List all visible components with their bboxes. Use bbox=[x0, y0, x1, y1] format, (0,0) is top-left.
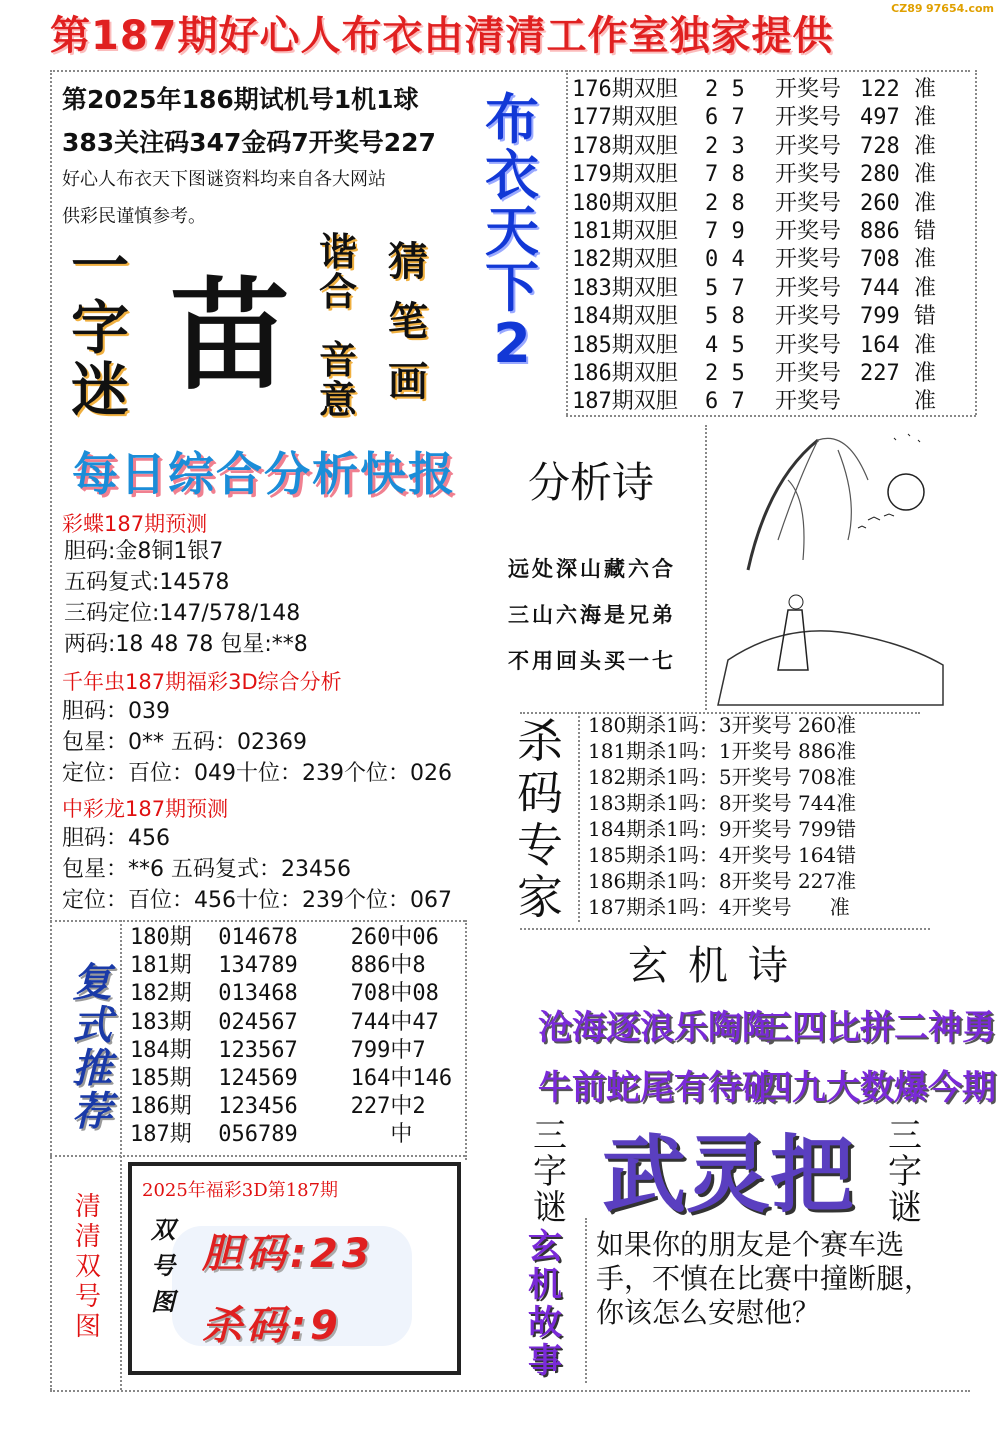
history-label: 开奖号 bbox=[775, 332, 842, 358]
history-num: 708 bbox=[860, 247, 900, 273]
section-1-heading: 彩蝶187期预测 bbox=[62, 512, 208, 536]
section-2-line: 胆码：039 bbox=[62, 699, 170, 724]
history-result: 准 bbox=[914, 389, 937, 415]
story-label-char: 玄 bbox=[528, 1227, 562, 1267]
fushi-label-char: 复 bbox=[72, 960, 112, 1006]
qingqing-label bbox=[68, 1192, 108, 1342]
xuanji-line-1b: 三四比拼二神勇 bbox=[758, 1008, 996, 1048]
poem-line: 三山六海是兄弟 bbox=[508, 603, 676, 627]
history-period: 179期双胆 bbox=[572, 162, 678, 188]
qingqing-picture bbox=[128, 1162, 461, 1375]
history-result: 准 bbox=[914, 361, 937, 387]
history-pair: 2 5 bbox=[705, 77, 745, 102]
history-num: 280 bbox=[860, 162, 900, 188]
brand-char: 衣 bbox=[485, 144, 539, 207]
history-period: 181期双胆 bbox=[572, 219, 678, 245]
riddle-hint-char: 合 bbox=[318, 270, 357, 314]
daily-report-title: 每日综合分析快报 bbox=[72, 447, 456, 501]
kill-label-char: 专 bbox=[517, 818, 563, 872]
xuanji-line-2a: 牛前蛇尾有待破 bbox=[538, 1068, 776, 1108]
history-pair: 5 8 bbox=[705, 304, 745, 330]
history-row bbox=[572, 76, 944, 104]
riddle-big-char: 苗 bbox=[170, 265, 290, 406]
history-pair: 6 7 bbox=[705, 105, 745, 131]
intro-line-2: 383关注码347金码7开奖号227 bbox=[62, 128, 436, 157]
history-row bbox=[572, 104, 944, 132]
history-num: 260 bbox=[860, 190, 900, 216]
riddle-hint-char: 谐 bbox=[318, 230, 357, 274]
history-result: 准 bbox=[914, 190, 937, 216]
history-row bbox=[572, 133, 944, 161]
three-riddle-char: 字 bbox=[888, 1152, 922, 1192]
history-num bbox=[860, 388, 914, 416]
history-label: 开奖号 bbox=[775, 105, 842, 131]
fushi-list bbox=[130, 924, 452, 1150]
fushi-label-char: 荐 bbox=[72, 1089, 112, 1135]
kill-row: 180期杀1吗：3开奖号 260准 bbox=[588, 713, 857, 737]
qingqing-label-char: 清 bbox=[74, 1192, 101, 1222]
history-num: 122 bbox=[860, 77, 900, 102]
section-2-heading: 千年虫187期福彩3D综合分析 bbox=[62, 670, 342, 694]
fushi-row: 181期 134789 886中8 bbox=[130, 953, 426, 979]
fushi-row: 180期 014678 260中06 bbox=[130, 925, 439, 950]
qingqing-label-char: 号 bbox=[74, 1282, 101, 1312]
history-period: 187期双胆 bbox=[572, 389, 678, 415]
brand-char: 下 bbox=[485, 256, 539, 319]
poem-line: 不用回头买一七 bbox=[508, 649, 676, 673]
history-pair: 2 3 bbox=[705, 133, 745, 159]
picture-title: 2025年福彩3D第187期 bbox=[142, 1180, 339, 1201]
history-result: 准 bbox=[914, 275, 937, 301]
brand-char: 2 bbox=[493, 312, 531, 375]
qingqing-label-char: 图 bbox=[74, 1312, 101, 1342]
riddle-hint-char: 意 bbox=[318, 378, 357, 422]
history-label: 开奖号 bbox=[775, 304, 842, 330]
history-num: 728 bbox=[860, 133, 900, 159]
brand-char: 天 bbox=[485, 200, 539, 263]
fushi-row: 185期 124569 164中146 bbox=[130, 1066, 453, 1092]
riddle-hint-char: 笔 bbox=[388, 299, 428, 345]
vertical-brand bbox=[482, 88, 542, 375]
riddle-hint-col-2 bbox=[388, 232, 428, 412]
riddle-hint-col-1 bbox=[318, 232, 358, 312]
riddle-hint-col-3 bbox=[318, 340, 358, 420]
fushi-row: 182期 013468 708中08 bbox=[130, 981, 439, 1007]
history-label: 开奖号 bbox=[775, 275, 842, 301]
history-period: 182期双胆 bbox=[572, 247, 678, 273]
section-3-body bbox=[62, 823, 452, 916]
story-label-char: 故 bbox=[528, 1303, 562, 1343]
three-riddle-char: 字 bbox=[533, 1152, 567, 1192]
section-3-line: 胆码：456 bbox=[62, 826, 170, 851]
history-period: 186期双胆 bbox=[572, 361, 678, 387]
section-1-line: 五码复式:14578 bbox=[64, 570, 230, 595]
history-result: 准 bbox=[914, 105, 937, 131]
history-label: 开奖号 bbox=[775, 190, 842, 216]
three-riddle-right bbox=[880, 1118, 930, 1226]
intro-line-1: 第2025年186期试机号1机1球 bbox=[62, 85, 419, 114]
history-label: 开奖号 bbox=[775, 247, 842, 273]
kill-row: 187期杀1吗：4开奖号 准 bbox=[588, 895, 850, 919]
site-badge[interactable] bbox=[891, 2, 994, 15]
section-2-body bbox=[62, 696, 452, 789]
history-period: 180期双胆 bbox=[572, 190, 678, 216]
kill-label-char: 杀 bbox=[517, 714, 563, 768]
section-2-line: 定位：百位：049十位：239个位：026 bbox=[62, 761, 452, 786]
history-num: 886 bbox=[860, 219, 900, 245]
history-result: 错 bbox=[914, 304, 937, 330]
history-label: 开奖号 bbox=[775, 389, 842, 415]
site-prefix: CZ89 bbox=[891, 2, 923, 15]
kill-label-char: 家 bbox=[517, 870, 563, 924]
three-riddle-left bbox=[525, 1118, 575, 1226]
history-list bbox=[572, 76, 944, 417]
three-riddle-answer: 武灵把 bbox=[602, 1125, 855, 1224]
history-pair: 4 5 bbox=[705, 332, 745, 358]
history-num: 497 bbox=[860, 105, 900, 131]
history-pair: 7 8 bbox=[705, 162, 745, 188]
three-riddle-char: 谜 bbox=[888, 1188, 922, 1228]
kill-row: 186期杀1吗：8开奖号 227准 bbox=[588, 869, 857, 893]
story-label-char: 事 bbox=[528, 1341, 562, 1381]
kill-row: 181期杀1吗：1开奖号 886准 bbox=[588, 739, 857, 763]
story-text: 如果你的朋友是个赛车选手，不慎在比赛中撞断腿，你该怎么安慰他？ bbox=[596, 1228, 933, 1329]
section-1-line: 三码定位:147/578/148 bbox=[64, 601, 301, 626]
picture-sha: 杀码:9 bbox=[202, 1303, 342, 1349]
picture-side-label bbox=[148, 1212, 178, 1320]
history-row bbox=[572, 275, 944, 303]
story-label-char: 机 bbox=[528, 1265, 562, 1305]
history-num: 799 bbox=[860, 304, 900, 330]
history-pair: 7 9 bbox=[705, 219, 745, 245]
xuanji-line-2b: 四九大数爆今期 bbox=[758, 1068, 996, 1108]
section-1-line: 两码:18 48 78 包星:**8 bbox=[64, 632, 308, 657]
history-period: 178期双胆 bbox=[572, 133, 678, 159]
three-riddle-char: 三 bbox=[533, 1116, 567, 1156]
scholar-illustration bbox=[708, 420, 948, 710]
history-period: 177期双胆 bbox=[572, 105, 678, 131]
picture-side-char: 双 bbox=[151, 1216, 175, 1244]
picture-side-char: 图 bbox=[151, 1288, 175, 1316]
history-num: 744 bbox=[860, 275, 900, 301]
fushi-label bbox=[62, 962, 122, 1134]
qingqing-label-char: 双 bbox=[74, 1252, 101, 1282]
history-row bbox=[572, 360, 944, 388]
history-label: 开奖号 bbox=[775, 219, 842, 245]
kill-label-char: 码 bbox=[517, 766, 563, 820]
history-result: 错 bbox=[914, 219, 937, 245]
picture-side-char: 号 bbox=[151, 1252, 175, 1280]
history-result: 准 bbox=[914, 332, 937, 358]
riddle-label-char: 一 bbox=[70, 232, 129, 300]
kill-row: 184期杀1吗：9开奖号 799错 bbox=[588, 817, 857, 841]
kill-row: 183期杀1吗：8开奖号 744准 bbox=[588, 791, 857, 815]
history-period: 176期双胆 bbox=[572, 77, 678, 102]
history-label: 开奖号 bbox=[775, 133, 842, 159]
riddle-label-char: 迷 bbox=[70, 356, 129, 424]
kill-list bbox=[588, 712, 856, 920]
riddle-hint-char: 猜 bbox=[388, 239, 428, 285]
fushi-row: 184期 123567 799中7 bbox=[130, 1037, 426, 1063]
kill-row: 182期杀1吗：5开奖号 708准 bbox=[588, 765, 857, 789]
history-period: 185期双胆 bbox=[572, 332, 678, 358]
section-3-heading: 中彩龙187期预测 bbox=[62, 797, 229, 821]
history-label: 开奖号 bbox=[775, 162, 842, 188]
xuanji-line-1a: 沧海逐浪乐陶陶 bbox=[538, 1008, 776, 1048]
history-result: 准 bbox=[914, 77, 937, 102]
riddle-label bbox=[70, 232, 130, 424]
fushi-label-char: 推 bbox=[72, 1046, 112, 1092]
history-pair: 5 7 bbox=[705, 275, 745, 301]
fushi-row: 183期 024567 744中47 bbox=[130, 1009, 439, 1035]
section-3-line: 包星：**6 五码复式：23456 bbox=[62, 857, 351, 882]
kill-row: 185期杀1吗：4开奖号 164错 bbox=[588, 843, 857, 867]
riddle-hint-char: 音 bbox=[318, 338, 357, 382]
three-riddle-char: 谜 bbox=[533, 1188, 567, 1228]
intro-line-3: 好心人布衣天下图谜资料均来自各大网站 bbox=[62, 169, 386, 190]
history-pair: 0 4 bbox=[705, 247, 745, 273]
history-label: 开奖号 bbox=[775, 361, 842, 387]
history-pair: 6 7 bbox=[705, 389, 745, 415]
intro-line-4: 供彩民谨慎参考。 bbox=[62, 206, 206, 227]
poem-line: 远处深山藏六合 bbox=[508, 557, 676, 581]
section-2-line: 包星：0** 五码：02369 bbox=[62, 730, 307, 755]
fushi-row: 186期 123456 227中2 bbox=[130, 1094, 426, 1120]
history-result: 准 bbox=[914, 133, 937, 159]
history-result: 准 bbox=[914, 162, 937, 188]
section-3-line: 定位：百位：456十位：239个位：067 bbox=[62, 888, 452, 913]
history-pair: 2 5 bbox=[705, 361, 745, 387]
page-title: 第187期好心人布衣由清清工作室独家提供 bbox=[50, 13, 834, 59]
section-1-body bbox=[64, 536, 308, 660]
history-row bbox=[572, 332, 944, 360]
xuanji-title: 玄机诗 bbox=[628, 943, 808, 989]
history-num: 227 bbox=[860, 361, 900, 387]
riddle-hint-char: 画 bbox=[388, 359, 428, 405]
section-1-line: 胆码:金8铜1银7 bbox=[64, 539, 224, 564]
story-label bbox=[520, 1228, 570, 1380]
history-row bbox=[572, 161, 944, 189]
history-period: 183期双胆 bbox=[572, 275, 678, 301]
history-period: 184期双胆 bbox=[572, 304, 678, 330]
three-riddle-char: 三 bbox=[888, 1116, 922, 1156]
history-row bbox=[572, 388, 944, 416]
site-url: 97654.com bbox=[926, 2, 994, 15]
fushi-row: 187期 056789 中 bbox=[130, 1122, 413, 1148]
history-result: 准 bbox=[914, 247, 937, 273]
history-row bbox=[572, 246, 944, 274]
history-row bbox=[572, 303, 944, 331]
brand-char: 布 bbox=[485, 88, 539, 151]
qingqing-label-char: 清 bbox=[74, 1222, 101, 1252]
kill-label bbox=[510, 715, 570, 923]
riddle-label-char: 字 bbox=[70, 294, 129, 362]
history-pair: 2 8 bbox=[705, 190, 745, 216]
history-label: 开奖号 bbox=[775, 77, 842, 102]
history-row bbox=[572, 218, 944, 246]
history-row bbox=[572, 190, 944, 218]
fushi-label-char: 式 bbox=[72, 1003, 112, 1049]
picture-dan: 胆码:23 bbox=[202, 1231, 374, 1277]
poem-title: 分析诗 bbox=[528, 458, 655, 507]
poem-body bbox=[508, 546, 676, 684]
history-num: 164 bbox=[860, 332, 900, 358]
